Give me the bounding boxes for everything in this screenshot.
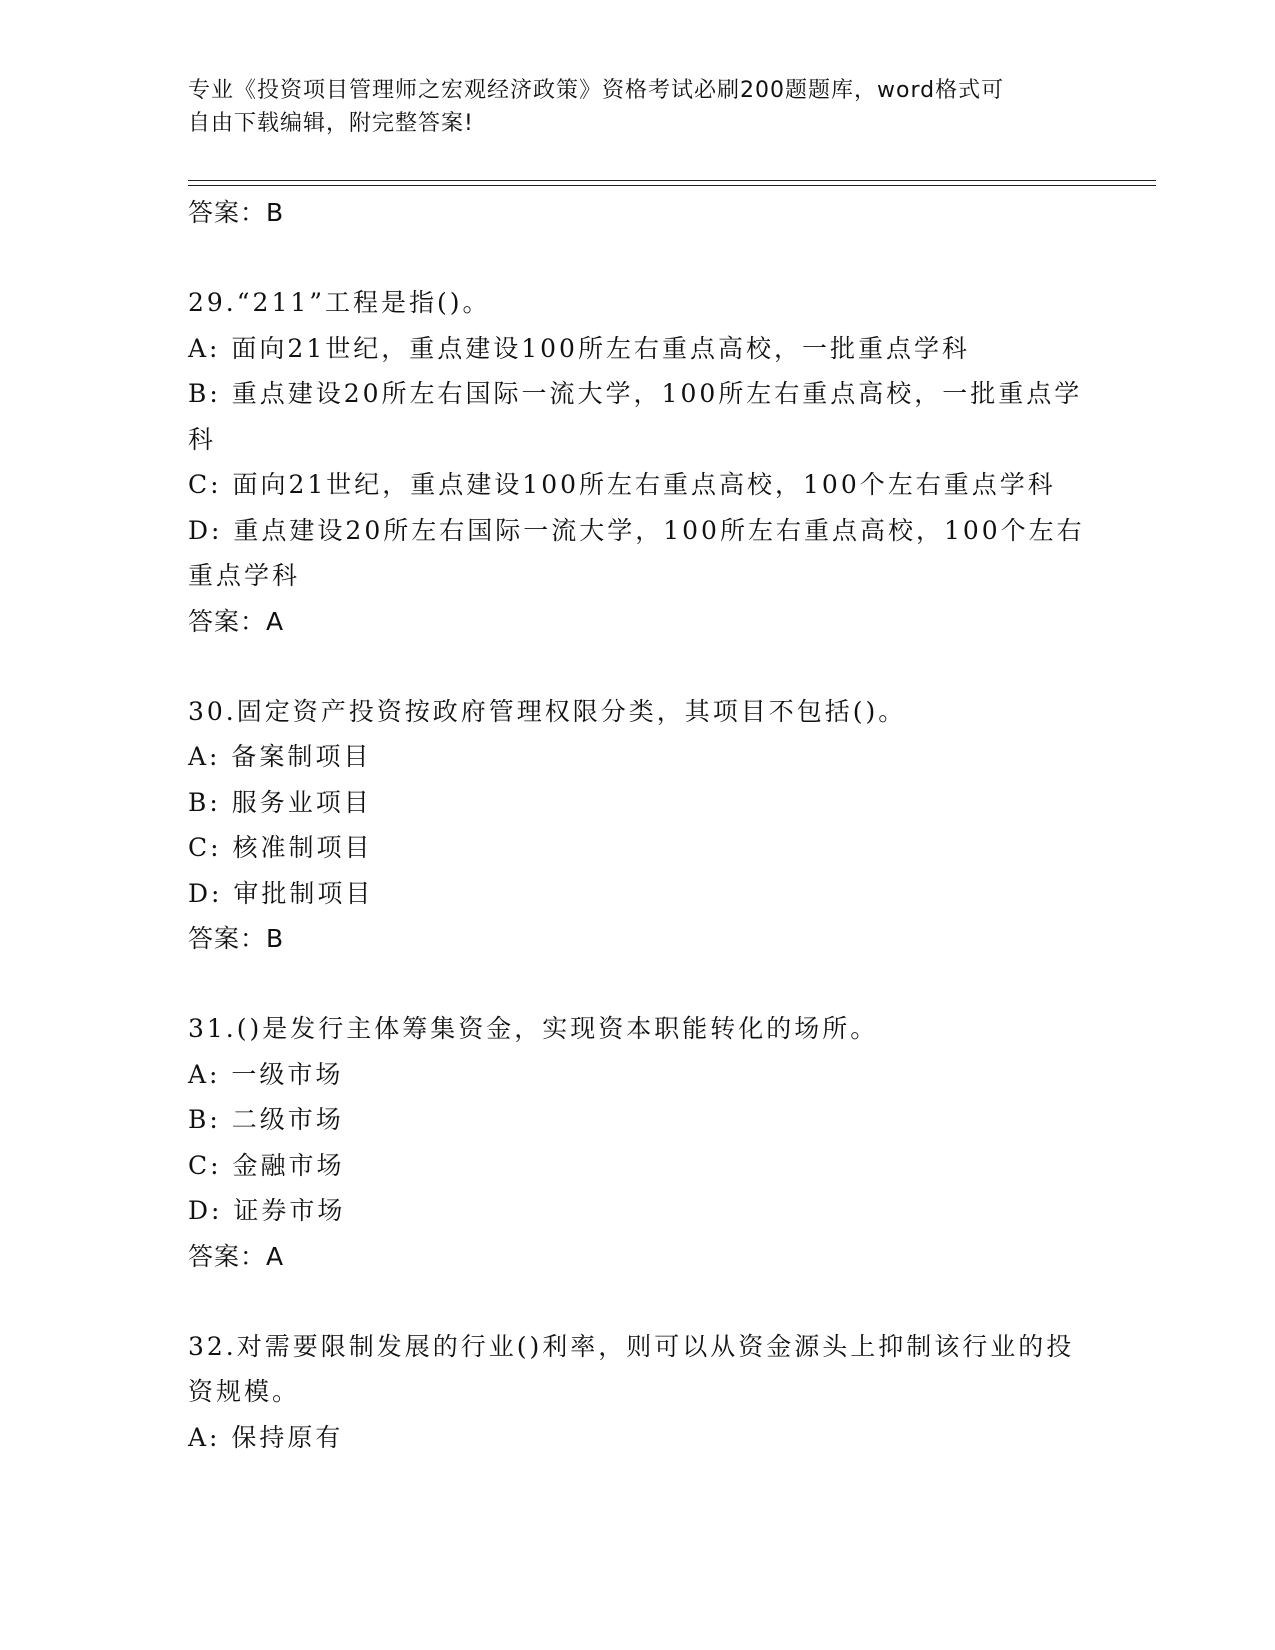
option-c: C: 金融市场 [188, 1150, 345, 1180]
option-a: A: 面向21世纪，重点建设100所左右重点高校，一批重点学科 [188, 333, 970, 363]
header-divider-bottom [188, 185, 1156, 186]
question-29 [188, 280, 1088, 644]
option-a: A: 一级市场 [188, 1059, 344, 1089]
header-divider-top [188, 180, 1156, 181]
question-text: 31.()是发行主体筹集资金，实现资本职能转化的场所。 [188, 1014, 879, 1043]
question-text: 30.固定资产投资按政府管理权限分类，其项目不包括()。 [188, 696, 907, 726]
question-text: 32.对需要限制发展的行业()利率，则可以从资金源头上抑制该行业的投资规模。 [188, 1331, 1075, 1406]
document-header [188, 74, 1068, 140]
question-list [188, 190, 1088, 1460]
option-a: A: 备案制项目 [188, 742, 372, 771]
previous-answer: 答案：B [188, 198, 285, 227]
answer: 答案：B [188, 924, 285, 953]
question-32 [188, 1324, 1088, 1461]
option-d: D: 证券市场 [188, 1196, 346, 1225]
question-30 [188, 689, 1088, 962]
option-d: D: 审批制项目 [188, 878, 374, 908]
question-text: 29.“211”工程是指()。 [188, 288, 491, 317]
header-line-2: 自由下载编辑，附完整答案! [188, 111, 474, 136]
option-b: B: 服务业项目 [188, 787, 372, 817]
option-b: B: 重点建设20所左右国际一流大学，100所左右重点高校，一批重点学科 [188, 379, 1083, 454]
header-line-1: 专业《投资项目管理师之宏观经济政策》资格考试必刷200题题库，word格式可 [188, 78, 1005, 103]
option-c: C: 面向21世纪，重点建设100所左右重点高校，100个左右重点学科 [188, 470, 1056, 499]
question-31 [188, 1006, 1088, 1279]
option-c: C: 核准制项目 [188, 833, 373, 862]
option-a: A: 保持原有 [188, 1422, 344, 1452]
answer: 答案：A [188, 1241, 285, 1271]
answer: 答案：A [188, 606, 285, 636]
option-d: D: 重点建设20所左右国际一流大学，100所左右重点高校，100个左右重点学科 [188, 515, 1085, 590]
option-b: B: 二级市场 [188, 1105, 344, 1134]
